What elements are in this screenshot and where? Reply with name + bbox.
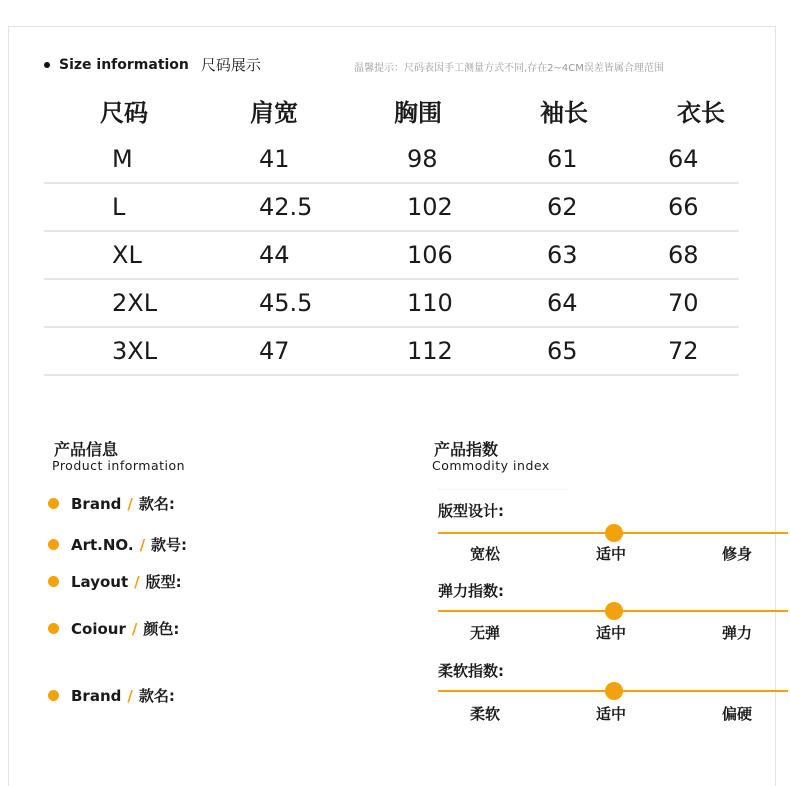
table-row: [44, 232, 739, 280]
tick-label: 无弹: [470, 624, 501, 642]
item-separator: /: [127, 494, 133, 513]
commodity-index-title-cn: 产品指数: [434, 440, 499, 459]
tick-label: 适中: [596, 705, 627, 723]
table-row: [44, 328, 739, 376]
cell-chest: 98: [407, 145, 438, 173]
cell-chest: 112: [407, 337, 453, 365]
cell-chest: 110: [407, 289, 453, 317]
product-info-title-en: Product information: [52, 458, 186, 473]
item-label-cn: 款号:: [151, 536, 188, 554]
item-label-en: Layout: [71, 572, 129, 591]
item-label-cn: 款名:: [138, 687, 175, 705]
tick-label: 宽松: [470, 545, 501, 563]
cell-sleeve: 62: [547, 193, 578, 221]
header-chest: 胸围: [394, 98, 442, 127]
size-info-title-cn: 尺码展示: [200, 56, 261, 74]
tick-label: 适中: [596, 624, 627, 642]
divider: [438, 489, 568, 491]
product-info-title-cn: 产品信息: [54, 440, 119, 459]
item-label-en: Brand: [71, 494, 122, 513]
list-item: [48, 685, 175, 706]
index-knob: [605, 602, 623, 620]
cell-size: XL: [112, 241, 142, 269]
cell-size: L: [112, 193, 126, 221]
item-label-en: Brand: [71, 686, 122, 705]
table-row: [44, 136, 739, 184]
item-label-cn: 版型:: [145, 573, 182, 591]
cell-length: 66: [668, 193, 699, 221]
table-row: [44, 184, 739, 232]
cell-length: 72: [668, 337, 699, 365]
cell-size: M: [112, 145, 133, 173]
cell-length: 68: [668, 241, 699, 269]
orange-bullet-icon: [48, 539, 59, 550]
list-item: [48, 534, 187, 555]
size-info-title-en: Size information: [59, 56, 189, 73]
cell-length: 64: [668, 145, 699, 173]
cell-sleeve: 64: [547, 289, 578, 317]
orange-bullet-icon: [48, 576, 59, 587]
measurement-note: 温馨提示：尺码表因手工测量方式不同,存在2~4CM误差皆属合理范围: [354, 63, 664, 74]
cell-shoulder: 41: [259, 145, 290, 173]
orange-bullet-icon: [48, 498, 59, 509]
cell-sleeve: 63: [547, 241, 578, 269]
item-label-en: Coiour: [71, 619, 126, 638]
cell-chest: 102: [407, 193, 453, 221]
header-length: 衣长: [677, 98, 725, 127]
header-size: 尺码: [100, 98, 148, 127]
tick-label: 适中: [596, 545, 627, 563]
index-knob: [605, 524, 623, 542]
header-sleeve: 袖长: [540, 98, 588, 127]
cell-shoulder: 42.5: [259, 193, 313, 221]
tick-label: 弹力: [722, 624, 753, 642]
table-row: [44, 280, 739, 328]
cell-chest: 106: [407, 241, 453, 269]
size-table-header: [44, 90, 739, 136]
cell-length: 70: [668, 289, 699, 317]
tick-label: 修身: [722, 545, 753, 563]
cell-shoulder: 45.5: [259, 289, 313, 317]
size-table: [44, 90, 739, 376]
size-info-header: [44, 54, 261, 75]
orange-bullet-icon: [48, 623, 59, 634]
item-separator: /: [131, 619, 138, 638]
cell-sleeve: 61: [547, 145, 578, 173]
index-label: 弹力指数:: [438, 582, 504, 600]
index-label: 版型设计:: [438, 502, 504, 520]
index-label: 柔软指数:: [438, 662, 504, 680]
item-separator: /: [139, 535, 146, 554]
cell-shoulder: 47: [259, 337, 290, 365]
cell-size: 3XL: [112, 337, 158, 365]
bullet-icon: [44, 62, 50, 68]
list-item: [48, 571, 182, 592]
list-item: [48, 618, 179, 639]
orange-bullet-icon: [48, 690, 59, 701]
tick-label: 柔软: [470, 705, 501, 723]
tick-label: 偏硬: [722, 705, 753, 723]
index-knob: [605, 682, 623, 700]
item-label-en: Art.NO.: [71, 535, 134, 554]
item-label-cn: 款名:: [138, 495, 175, 513]
cell-shoulder: 44: [259, 241, 290, 269]
commodity-index-title-en: Commodity index: [432, 458, 550, 473]
header-shoulder: 肩宽: [250, 98, 298, 127]
cell-sleeve: 65: [547, 337, 578, 365]
item-separator: /: [127, 686, 133, 705]
cell-size: 2XL: [112, 289, 158, 317]
list-item: [48, 493, 175, 514]
item-separator: /: [134, 572, 140, 591]
item-label-cn: 颜色:: [143, 620, 180, 638]
